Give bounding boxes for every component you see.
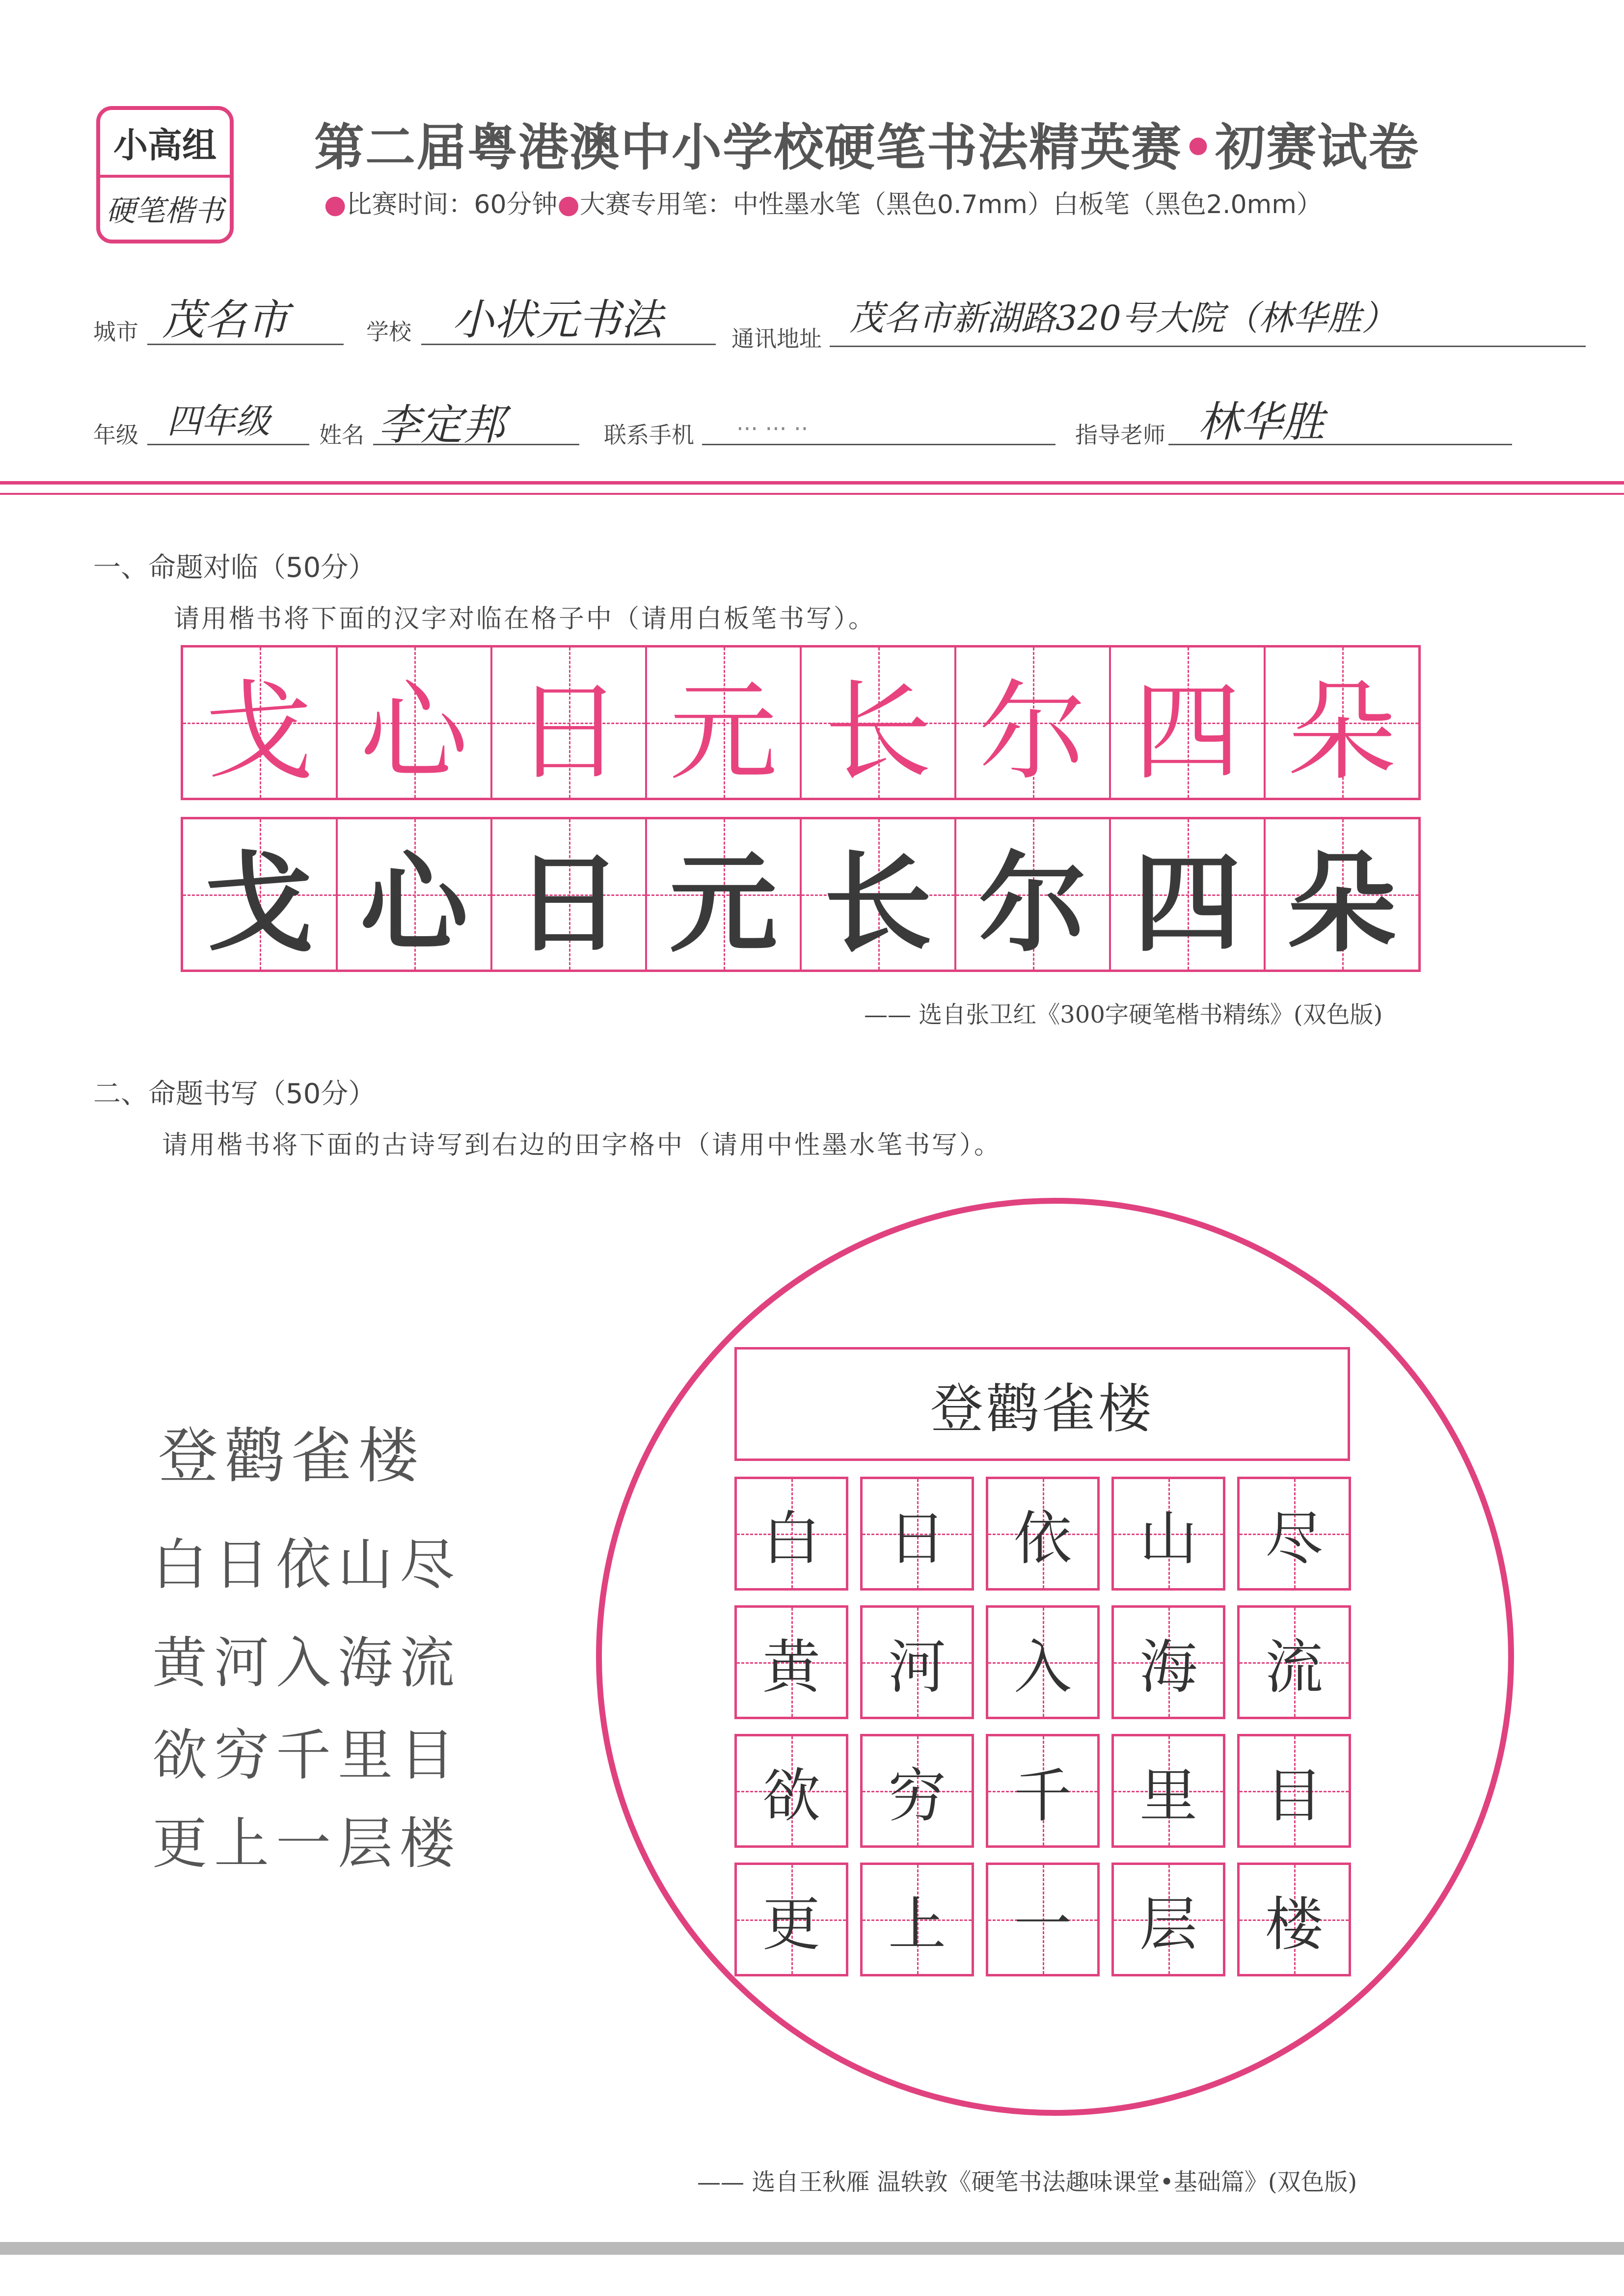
poem-line: 欲穷千里目 — [152, 1724, 461, 1787]
bullet-icon: ● — [557, 190, 580, 219]
address-line — [830, 346, 1586, 347]
grid-char: 戈 — [205, 669, 314, 795]
grid-cell[interactable] — [956, 819, 1111, 970]
grid-cell[interactable] — [338, 819, 492, 970]
tianzige-cell[interactable] — [734, 1734, 848, 1848]
grid-char: 长 — [824, 669, 932, 795]
tianzige-cell[interactable] — [1237, 1734, 1351, 1848]
tianzige-cell[interactable] — [1237, 1477, 1351, 1591]
tianzige-cell[interactable] — [860, 1734, 974, 1848]
tianzige-cell[interactable] — [734, 1863, 848, 1976]
written-char: 里 — [1139, 1762, 1197, 1830]
exam-subtitle — [324, 184, 1322, 220]
title-main: 第二届粤港澳中小学校硬笔书法精英赛 — [314, 119, 1182, 177]
written-char: 入 — [1013, 1633, 1072, 1701]
footer-bar — [0, 2242, 1624, 2255]
tianzige-cell[interactable] — [1237, 1605, 1351, 1719]
grid-cell[interactable] — [1266, 819, 1418, 970]
written-char: 白 — [762, 1505, 820, 1572]
header-divider-thin — [0, 493, 1624, 495]
written-char: 尽 — [1265, 1505, 1323, 1572]
tianzige-cell[interactable] — [986, 1477, 1100, 1591]
grade-field[interactable]: 四年级 — [167, 401, 270, 441]
school-label: 学校 — [366, 319, 411, 345]
grid-cell[interactable] — [1111, 819, 1266, 970]
grid-cell[interactable] — [183, 819, 338, 970]
name-label: 姓名 — [319, 422, 364, 448]
teacher-label: 指导老师 — [1075, 422, 1165, 448]
header-divider — [0, 481, 1624, 485]
grid-cell — [802, 648, 956, 798]
tianzige-cell[interactable] — [1111, 1863, 1225, 1976]
written-title-box[interactable]: 登鹳雀楼 — [734, 1347, 1350, 1461]
written-char: 千 — [1013, 1762, 1072, 1830]
grid-char: 心 — [360, 669, 468, 795]
section1-instruction: 请用楷书将下面的汉字对临在格子中（请用白板笔书写）。 — [174, 604, 876, 634]
written-char: 层 — [1139, 1891, 1197, 1958]
grid-cell — [492, 648, 647, 798]
tianzige-cell[interactable] — [1237, 1863, 1351, 1976]
poem-line: 黄河入海流 — [152, 1631, 461, 1695]
grid-char: 元 — [669, 841, 778, 967]
page-title — [314, 108, 1419, 180]
phone-field[interactable]: ··· ··· ·· — [736, 415, 809, 442]
grid-cell[interactable] — [647, 819, 802, 970]
tianzige-cell[interactable] — [860, 1605, 974, 1719]
city-label: 城市 — [93, 319, 138, 345]
tianzige-cell[interactable] — [986, 1605, 1100, 1719]
grid-char: 戈 — [205, 841, 314, 967]
section2-source: —— 选自王秋雁 温轶敦《硬笔书法趣味课堂•基础篇》(双色版) — [697, 2168, 1357, 2196]
tianzige-cell[interactable] — [1111, 1734, 1225, 1848]
grid-char: 日 — [514, 669, 623, 795]
section1-source: —— 选自张卫红《300字硬笔楷书精练》(双色版) — [864, 1001, 1383, 1028]
written-char: 海 — [1139, 1633, 1197, 1701]
written-char: 欲 — [762, 1762, 820, 1830]
city-field[interactable]: 茂名市 — [162, 296, 289, 345]
teacher-field[interactable]: 林华胜 — [1198, 398, 1325, 447]
written-char: 日 — [888, 1505, 946, 1572]
grid-char: 朵 — [1288, 669, 1396, 795]
grid-char: 尔 — [978, 669, 1087, 795]
tianzige-cell[interactable] — [860, 1477, 974, 1591]
tianzige-cell[interactable] — [986, 1734, 1100, 1848]
grid-cell — [338, 648, 492, 798]
phone-label: 联系手机 — [604, 422, 694, 448]
grid-cell — [1111, 648, 1266, 798]
badge-group-label: 小高组 — [100, 110, 230, 178]
grade-label: 年级 — [93, 422, 138, 448]
school-field[interactable]: 小状元书法 — [452, 296, 663, 345]
grid-char: 日 — [514, 841, 623, 967]
grid-cell[interactable] — [492, 819, 647, 970]
poem-title: 登鹳雀楼 — [158, 1421, 425, 1491]
grade-line — [147, 444, 309, 445]
grid-char: 元 — [669, 669, 778, 795]
grid-cell — [647, 648, 802, 798]
written-char: 目 — [1265, 1762, 1323, 1830]
title-dot: • — [1182, 119, 1216, 177]
section1-heading: 一、命题对临（50分） — [93, 552, 376, 584]
badge-style-label: 硬笔楷书 — [106, 194, 224, 228]
written-char: 山 — [1139, 1505, 1197, 1572]
tianzige-cell[interactable] — [1111, 1477, 1225, 1591]
phone-line — [702, 444, 1056, 445]
written-char: 穷 — [888, 1762, 946, 1830]
tianzige-cell[interactable] — [1111, 1605, 1225, 1719]
written-char: 一 — [1013, 1891, 1072, 1958]
poem-line: 更上一层楼 — [152, 1812, 461, 1876]
written-char: 楼 — [1265, 1891, 1323, 1958]
copy-char-grid — [181, 817, 1421, 972]
written-char: 流 — [1265, 1633, 1323, 1701]
grid-char: 四 — [1133, 841, 1242, 967]
tianzige-cell[interactable] — [734, 1605, 848, 1719]
title-tail: 初赛试卷 — [1215, 119, 1420, 177]
bullet-icon: ● — [324, 190, 347, 219]
written-char: 更 — [762, 1891, 820, 1958]
group-badge — [96, 106, 234, 243]
poem-line: 白日依山尽 — [152, 1533, 461, 1597]
name-field[interactable]: 李定邦 — [378, 401, 505, 450]
exam-time: 比赛时间：60分钟 — [346, 190, 558, 219]
tianzige-cell[interactable] — [860, 1863, 974, 1976]
grid-cell — [183, 648, 338, 798]
grid-char: 四 — [1133, 669, 1242, 795]
written-char: 黄 — [762, 1633, 820, 1701]
section2-heading: 二、命题书写（50分） — [93, 1078, 376, 1110]
written-char: 河 — [888, 1633, 946, 1701]
address-field[interactable]: 茂名市新湖路320号大院（林华胜） — [849, 298, 1396, 338]
grid-cell[interactable] — [802, 819, 956, 970]
tianzige-cell[interactable] — [734, 1477, 848, 1591]
grid-cell — [1266, 648, 1418, 798]
address-label: 通讯地址 — [731, 325, 822, 352]
tianzige-cell[interactable] — [986, 1863, 1100, 1976]
grid-char: 心 — [360, 841, 468, 967]
section2-instruction: 请用楷书将下面的古诗写到右边的田字格中（请用中性墨水笔书写）。 — [162, 1131, 1002, 1160]
model-char-grid — [181, 645, 1421, 800]
written-char: 依 — [1013, 1505, 1072, 1572]
exam-pens: 大赛专用笔：中性墨水笔（黑色0.7mm）白板笔（黑色2.0mm） — [579, 190, 1322, 219]
grid-char: 长 — [824, 841, 932, 967]
grid-cell — [956, 648, 1111, 798]
grid-char: 尔 — [978, 841, 1087, 967]
grid-char: 朵 — [1288, 841, 1396, 967]
written-char: 上 — [888, 1891, 946, 1958]
